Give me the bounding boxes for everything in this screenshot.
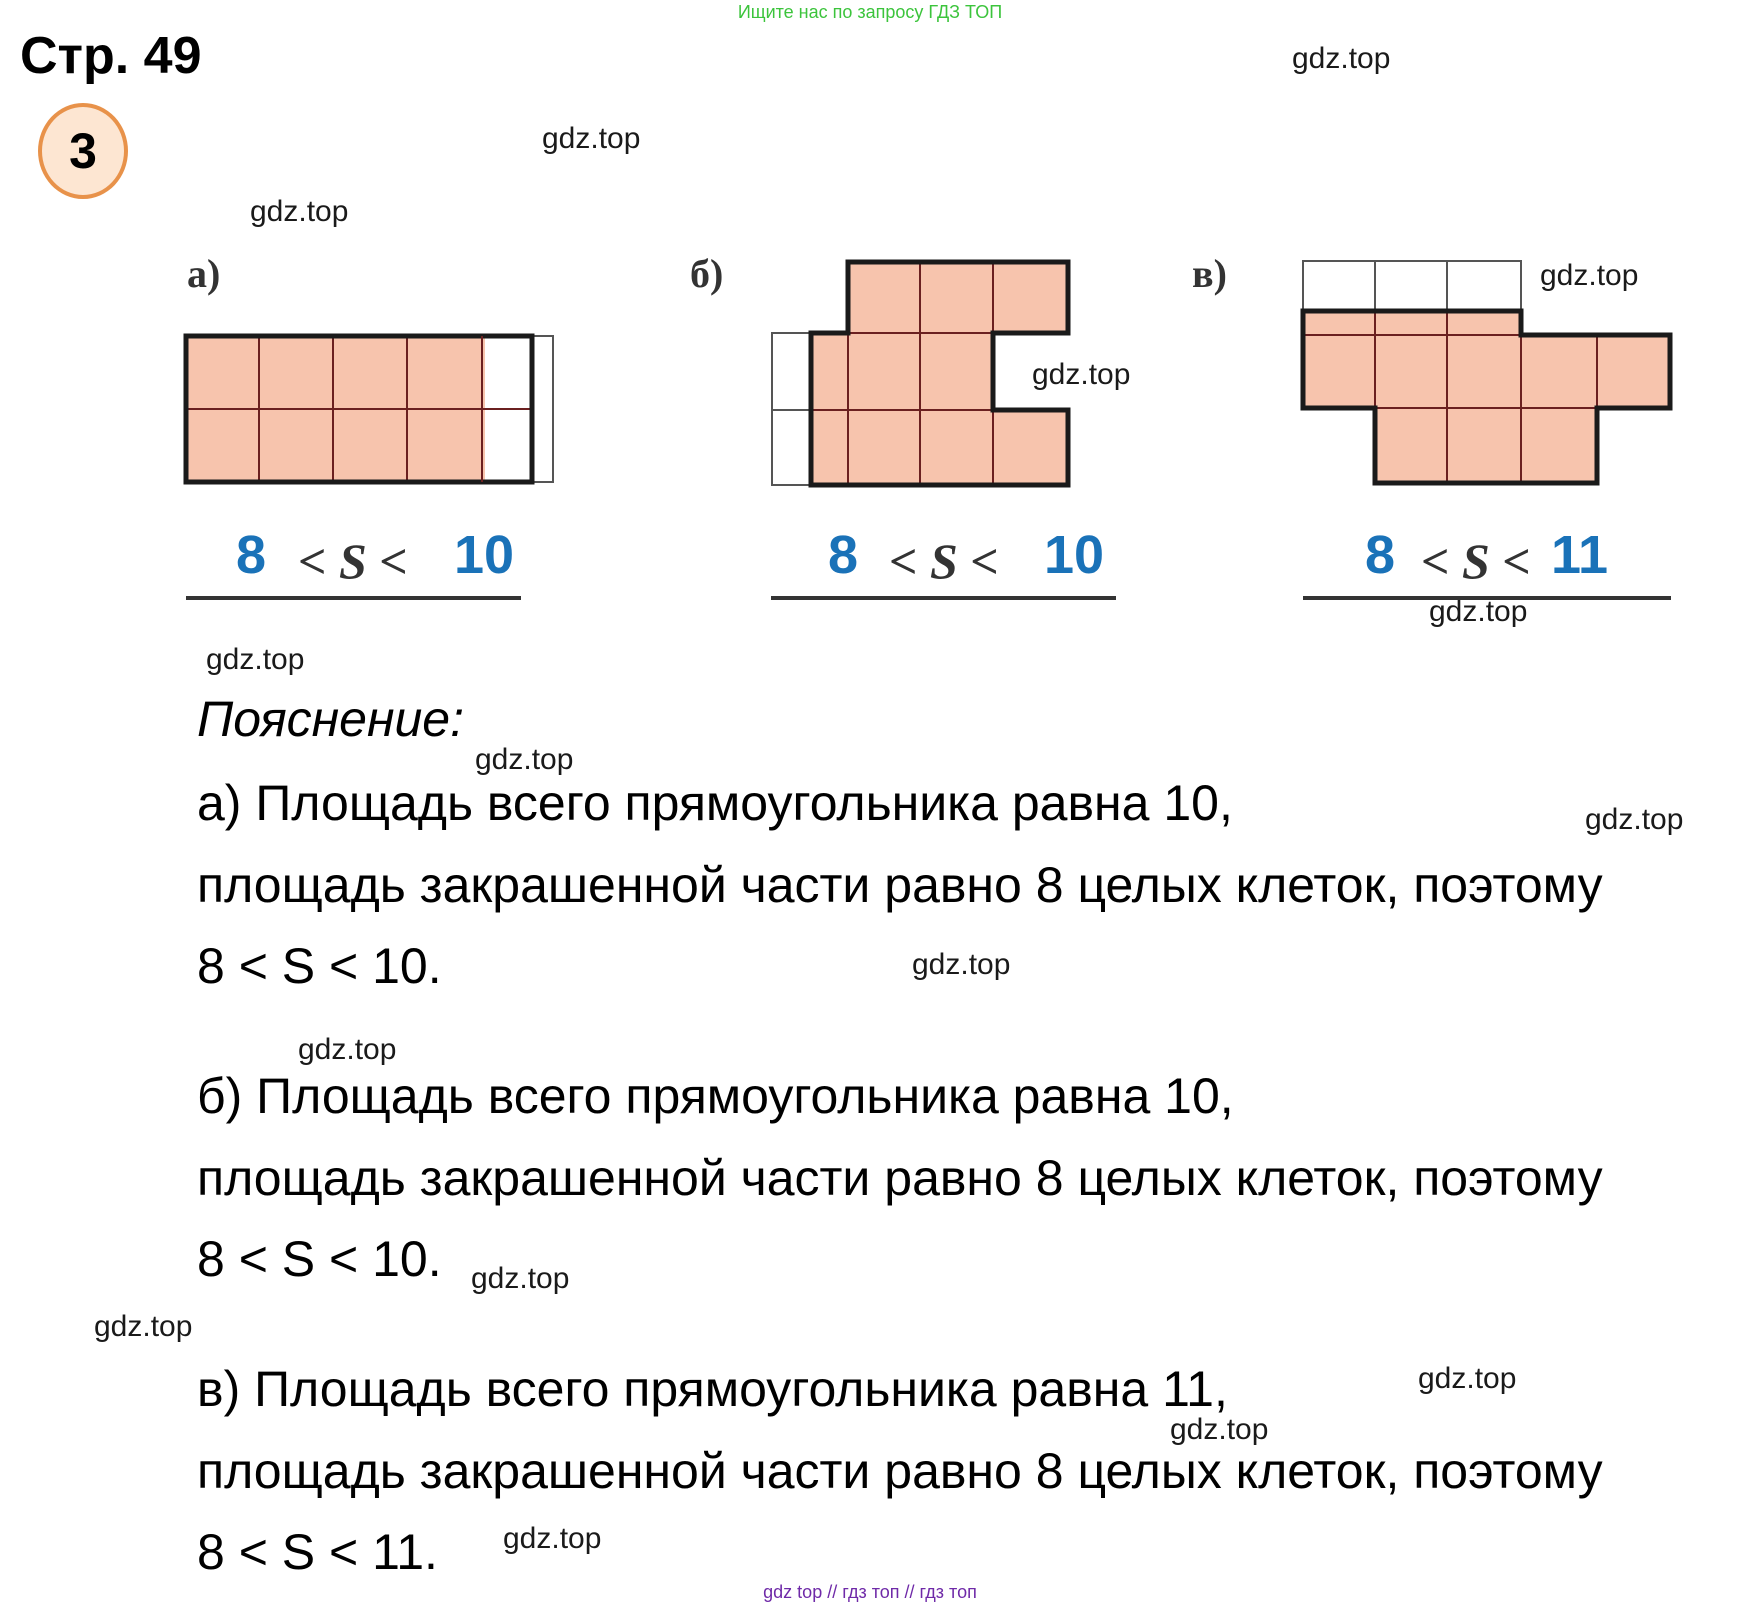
explanation-a-line2: площадь закрашенной части равно 8 целых клеток, поэтому xyxy=(197,857,1603,913)
inequality-v-left: 8 xyxy=(1365,525,1396,585)
answer-line xyxy=(771,596,1116,600)
explanation-v-line1: в) Площадь всего прямоугольника равна 11, xyxy=(197,1361,1228,1417)
top-banner: Ищите нас по запросу ГДЗ ТОП xyxy=(737,2,1003,22)
watermark: gdz.top xyxy=(1429,595,1528,628)
watermark: gdz.top xyxy=(206,643,305,676)
inequality-b xyxy=(771,525,1116,628)
inequality-v xyxy=(1303,525,1671,628)
watermark: gdz.top xyxy=(1170,1413,1269,1446)
watermark: gdz.top xyxy=(542,122,641,155)
watermark: gdz.top xyxy=(250,195,349,228)
watermark: gdz.top xyxy=(298,1033,397,1066)
figure-label-a: а) xyxy=(187,251,221,296)
explanation-a-line1: а) Площадь всего прямоугольника равна 10, xyxy=(197,775,1233,831)
watermark: gdz.top xyxy=(1032,358,1131,391)
explanation-b-line3: 8 < S < 10. xyxy=(197,1231,442,1287)
inequality-a xyxy=(186,525,521,628)
inequality-b-right: 10 xyxy=(1044,525,1105,585)
inequality-a-right: 10 xyxy=(454,525,515,585)
task-number-badge xyxy=(38,103,128,199)
answer-line xyxy=(186,596,521,600)
inequality-b-symbol: < S < xyxy=(889,533,999,589)
explanation-a-line3: 8 < S < 10. xyxy=(197,938,442,994)
watermark: gdz.top xyxy=(1292,42,1391,75)
explanation-v-line3: 8 < S < 11. xyxy=(197,1524,438,1580)
figure-b-grid xyxy=(770,259,1070,489)
figure-a-grid xyxy=(183,333,558,485)
watermark: gdz.top xyxy=(503,1522,602,1555)
explanation-b-line2: площадь закрашенной части равно 8 целых клеток, поэтому xyxy=(197,1150,1603,1206)
watermark: gdz.top xyxy=(1418,1362,1517,1395)
figure-v-grid xyxy=(1300,258,1675,488)
watermark: gdz.top xyxy=(94,1310,193,1343)
inequality-b-left: 8 xyxy=(828,525,859,585)
answer-line xyxy=(1303,596,1671,600)
inequality-a-symbol: < S < xyxy=(298,533,408,589)
explanation-b-line1: б) Площадь всего прямоугольника равна 10, xyxy=(197,1068,1234,1124)
inequality-a-left: 8 xyxy=(236,525,267,585)
watermark: gdz.top xyxy=(1585,803,1684,836)
watermark: gdz.top xyxy=(475,743,574,776)
bottom-links[interactable]: gdz top // гдз топ // гдз топ xyxy=(763,1582,977,1602)
inequality-v-right: 11 xyxy=(1551,525,1609,585)
task-number: 3 xyxy=(69,123,97,179)
watermark: gdz.top xyxy=(1540,259,1639,292)
inequality-v-symbol: < S < xyxy=(1421,533,1531,589)
watermark: gdz.top xyxy=(471,1262,570,1295)
watermark: gdz.top xyxy=(912,948,1011,981)
explanation-v-line2: площадь закрашенной части равно 8 целых клеток, поэтому xyxy=(197,1443,1603,1499)
explanation-title: Пояснение: xyxy=(197,691,464,747)
figure-label-b: б) xyxy=(690,251,724,296)
figure-label-v: в) xyxy=(1192,251,1227,296)
page-title: Стр. 49 xyxy=(20,27,202,85)
